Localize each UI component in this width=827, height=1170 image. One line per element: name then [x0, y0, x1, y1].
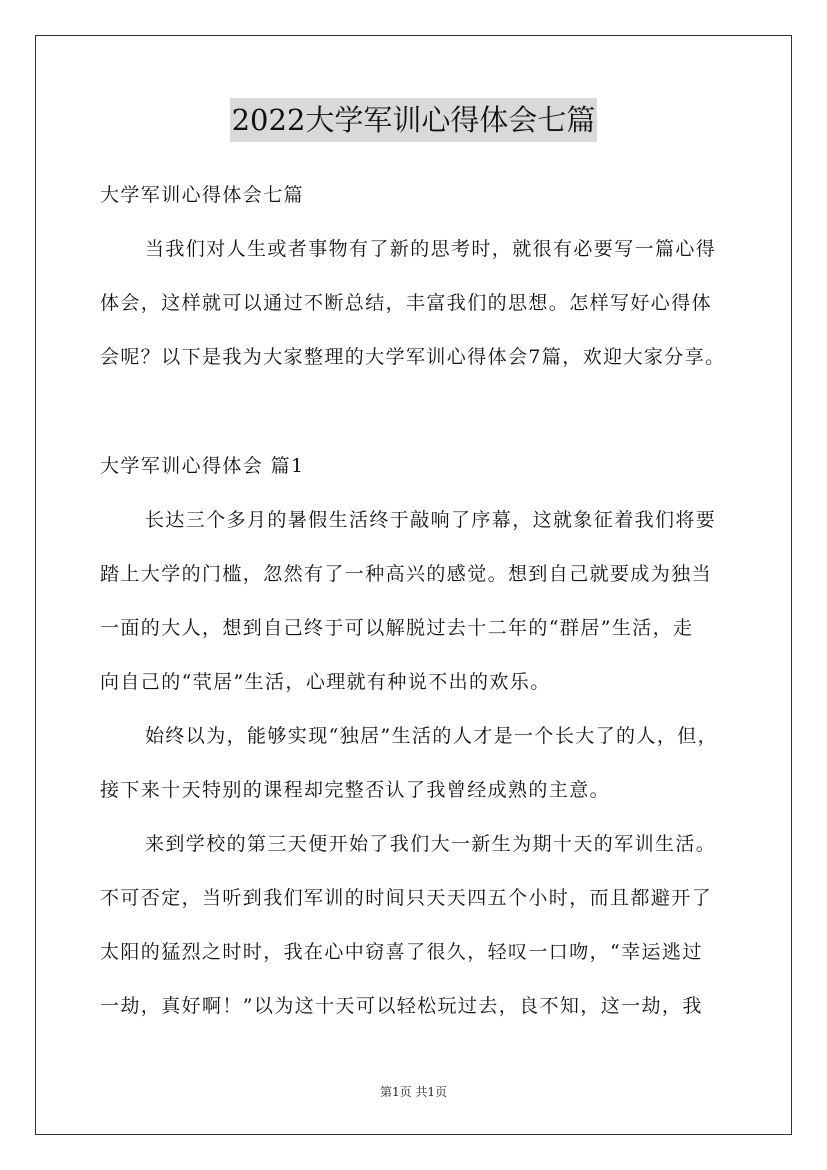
title-container [0, 98, 827, 142]
paragraph-line: 一面的大人，想到自己终于可以解脱过去十二年的“群居”生活，走 [100, 617, 694, 639]
paragraph-line: 向自己的“茕居”生活，心理就有种说不出的欢乐。 [100, 671, 551, 693]
intro-line: 体会，这样就可以通过不断总结，丰富我们的思想。怎样写好心得体 [100, 292, 713, 314]
paragraph-line: 长达三个多月的暑假生活终于敲响了序幕，这就象征着我们将要 [145, 509, 717, 531]
document-title: 2022大学军训心得体会七篇 [230, 98, 598, 142]
paragraph-line: 踏上大学的门槛，忽然有了一种高兴的感觉。想到自己就要成为独当 [100, 563, 713, 585]
intro-line: 会呢？以下是我为大家整理的大学军训心得体会7篇，欢迎大家分享。 [100, 346, 726, 368]
subtitle: 大学军训心得体会七篇 [100, 184, 305, 206]
paragraph-line: 来到学校的第三天便开始了我们大一新生为期十天的军训生活。 [145, 833, 717, 855]
paragraph-line: 太阳的猛烈之时时，我在心中窃喜了很久，轻叹一口吻，“幸运逃过 [100, 941, 703, 963]
paragraph-line: 不可否定，当听到我们军训的时间只天天四五个小时，而且都避开了 [100, 887, 713, 909]
section-heading: 大学军训心得体会 篇1 [100, 455, 305, 477]
page-number-footer: 第1页 共1页 [379, 1085, 448, 1099]
paragraph-line: 一劫，真好啊！”以为这十天可以轻松玩过去，良不知，这一劫，我 [100, 995, 703, 1017]
paragraph-line: 接下来十天特别的课程却完整否认了我曾经成熟的主意。 [100, 779, 611, 801]
intro-line: 当我们对人生或者事物有了新的思考时，就很有必要写一篇心得 [145, 238, 717, 260]
paragraph-line: 始终以为，能够实现“独居”生活的人才是一个长大了的人，但， [145, 725, 719, 747]
